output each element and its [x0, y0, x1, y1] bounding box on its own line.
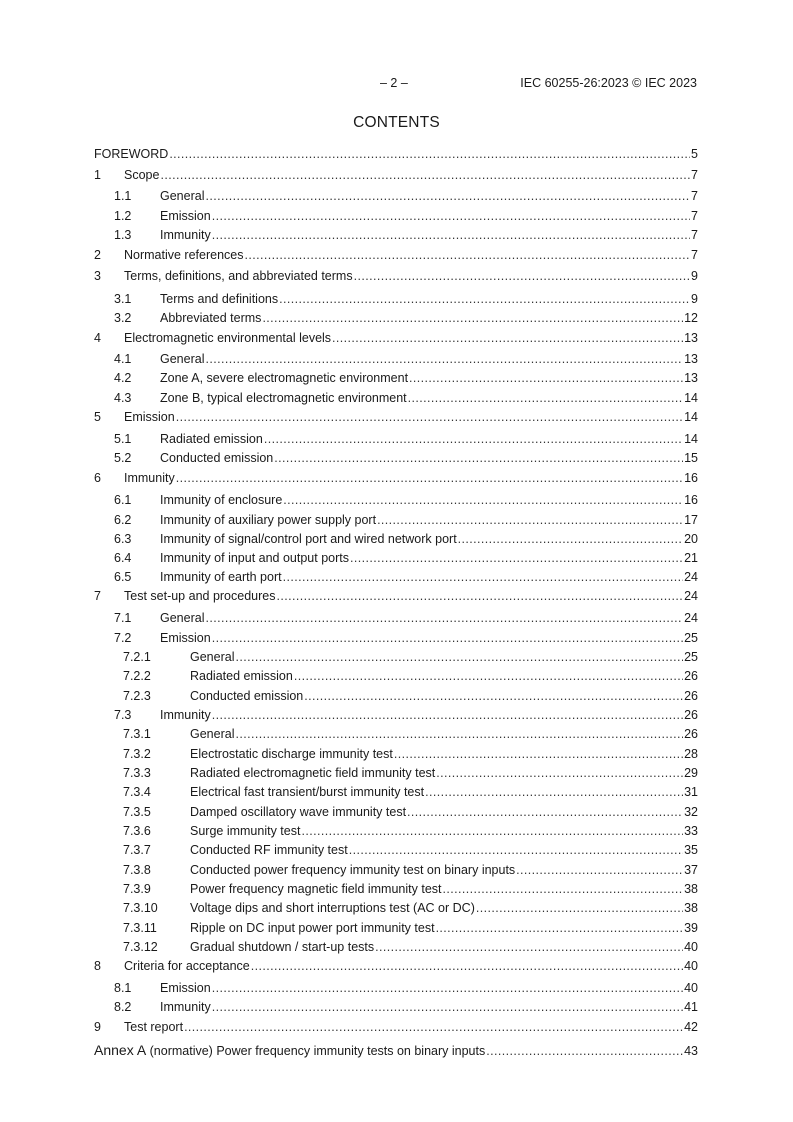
toc-page-number: 7	[691, 248, 698, 262]
toc-page-number: 40	[684, 959, 698, 973]
toc-entry[interactable]	[94, 550, 698, 566]
toc-section-number: 6.3	[114, 532, 132, 546]
toc-section-title: Emission	[160, 981, 211, 995]
toc-page-number: 28	[684, 747, 698, 761]
toc-section-number: 7.3.12	[123, 940, 158, 954]
toc-entry[interactable]	[94, 610, 698, 626]
toc-section-number: 1.2	[114, 209, 132, 223]
dot-leader	[436, 920, 684, 936]
toc-section-title: Gradual shutdown / start-up tests	[190, 940, 375, 954]
toc-section-number: 7.3.5	[123, 805, 151, 819]
toc-section-number: 7.2.1	[123, 650, 151, 664]
dot-leader	[235, 649, 683, 665]
toc-page-number: 37	[684, 863, 698, 877]
toc-page-number: 14	[684, 391, 698, 405]
dot-leader	[476, 900, 683, 916]
toc-section-number: 7.3.3	[123, 766, 151, 780]
toc-section-number: 7.3	[114, 708, 132, 722]
toc-section-title: Terms and definitions	[160, 292, 279, 306]
document-id: IEC 60255-26:2023 © IEC 2023	[520, 76, 697, 90]
toc-section-number: 6.1	[114, 493, 132, 507]
toc-section-title: Power frequency magnetic field immunity test	[190, 882, 442, 896]
toc-section-number: 7.3.1	[123, 727, 151, 741]
toc-page-number: 5	[691, 147, 698, 161]
toc-entry[interactable]	[94, 310, 698, 326]
toc-entry[interactable]	[94, 999, 698, 1015]
toc-page-number: 7	[691, 189, 698, 203]
toc-section-number: 7.2.3	[123, 689, 151, 703]
dot-leader	[354, 268, 690, 284]
toc-section-number: 7.2	[114, 631, 132, 645]
dot-leader	[294, 668, 683, 684]
dot-leader	[212, 999, 683, 1015]
toc-entry[interactable]	[94, 688, 698, 704]
toc-entry[interactable]	[94, 512, 698, 528]
toc-entry[interactable]	[94, 208, 698, 224]
dot-leader	[304, 688, 683, 704]
dot-leader	[176, 409, 683, 425]
toc-section-number: 4.3	[114, 391, 132, 405]
toc-section-number: 7.3.7	[123, 843, 151, 857]
toc-section-title: Immunity	[160, 708, 211, 722]
toc-section-title: Zone B, typical electromagnetic environment	[160, 391, 407, 405]
toc-section-title: Emission	[160, 209, 211, 223]
toc-entry[interactable]	[94, 842, 698, 858]
dot-leader	[212, 630, 683, 646]
toc-entry[interactable]	[94, 920, 698, 936]
toc-entry[interactable]	[94, 707, 698, 723]
dot-leader	[443, 881, 684, 897]
toc-section-title: Immunity	[160, 1000, 211, 1014]
dot-leader	[274, 450, 683, 466]
toc-entry[interactable]	[94, 862, 698, 878]
toc-section-title: Conducted power frequency immunity test on binary inputs	[190, 863, 516, 877]
toc-section-title: Conducted emission	[190, 689, 304, 703]
toc-section-title: General	[190, 727, 235, 741]
dot-leader	[212, 980, 683, 996]
toc-page-number: 14	[684, 432, 698, 446]
toc-page-number: 26	[684, 689, 698, 703]
dot-leader	[212, 208, 690, 224]
toc-page-number: 26	[684, 708, 698, 722]
toc-section-number: 3.1	[114, 292, 132, 306]
toc-entry[interactable]	[94, 146, 698, 162]
toc-page-number: 33	[684, 824, 698, 838]
toc-section-number: 7.3.4	[123, 785, 151, 799]
dot-leader	[283, 492, 683, 508]
dot-leader	[245, 247, 691, 263]
dot-leader	[394, 746, 683, 762]
toc-entry[interactable]	[94, 227, 698, 243]
dot-leader	[458, 531, 683, 547]
toc-section-number: 1.1	[114, 189, 132, 203]
toc-page-number: 24	[684, 611, 698, 625]
toc-section-title: Test set-up and procedures	[124, 589, 276, 603]
toc-section-title: General	[160, 189, 205, 203]
dot-leader	[184, 1019, 683, 1035]
toc-section-number: 7.3.8	[123, 863, 151, 877]
dot-leader	[279, 291, 690, 307]
dot-leader	[276, 588, 683, 604]
toc-page-number: 24	[684, 589, 698, 603]
toc-entry[interactable]	[94, 247, 698, 263]
toc-entry[interactable]	[94, 188, 698, 204]
toc-entry[interactable]	[94, 649, 698, 665]
toc-entry[interactable]	[94, 351, 698, 367]
toc-entry[interactable]	[94, 980, 698, 996]
toc-section-number: 6.5	[114, 570, 132, 584]
toc-page-number: 15	[684, 451, 698, 465]
toc-page-number: 39	[684, 921, 698, 935]
toc-entry[interactable]	[94, 939, 698, 955]
toc-page-number: 26	[684, 727, 698, 741]
toc-section-title: Abbreviated terms	[160, 311, 262, 325]
dot-leader	[301, 823, 683, 839]
toc-section-number: 9	[94, 1020, 101, 1034]
toc-section-title: General	[160, 611, 205, 625]
toc-section-title: Immunity	[124, 471, 175, 485]
toc-entry[interactable]	[94, 450, 698, 466]
dot-leader	[409, 370, 683, 386]
dot-leader	[350, 550, 683, 566]
toc-page-number: 7	[691, 228, 698, 242]
toc-page-number: 13	[684, 352, 698, 366]
toc-section-number: 6.2	[114, 513, 132, 527]
toc-entry[interactable]	[94, 958, 698, 974]
dot-leader	[264, 431, 683, 447]
toc-entry[interactable]	[94, 409, 698, 425]
toc-section-number: 3	[94, 269, 101, 283]
dot-leader	[436, 765, 683, 781]
dot-leader	[262, 310, 683, 326]
toc-entry[interactable]	[94, 804, 698, 820]
dot-leader	[205, 188, 690, 204]
toc-entry[interactable]	[94, 390, 698, 406]
dot-leader	[425, 784, 683, 800]
toc-section-number: 7.3.10	[123, 901, 158, 915]
toc-page-number: 35	[684, 843, 698, 857]
toc-entry-annex-a[interactable]	[94, 1042, 698, 1058]
toc-section-title: Immunity	[160, 228, 211, 242]
toc-section-title: Radiated emission	[190, 669, 293, 683]
toc-section-title: Immunity of input and output ports	[160, 551, 349, 565]
toc-entry[interactable]	[94, 370, 698, 386]
toc-entry[interactable]	[94, 900, 698, 916]
toc-entry[interactable]	[94, 470, 698, 486]
toc-section-number: 1.3	[114, 228, 132, 242]
toc-section-number: 2	[94, 248, 101, 262]
toc-section-title: General	[160, 352, 205, 366]
dot-leader	[212, 707, 683, 723]
toc-section-title: Conducted RF immunity test	[190, 843, 348, 857]
toc-section-title: Terms, definitions, and abbreviated terms	[124, 269, 353, 283]
toc-entry[interactable]	[94, 784, 698, 800]
dot-leader	[205, 351, 683, 367]
toc-section-number: 6	[94, 471, 101, 485]
annex-title	[94, 1042, 485, 1059]
toc-section-title: Voltage dips and short interruptions test (AC or DC)	[190, 901, 475, 915]
toc-entry[interactable]	[94, 668, 698, 684]
toc-page-number: 26	[684, 669, 698, 683]
toc-page-number: 29	[684, 766, 698, 780]
dot-leader	[176, 470, 683, 486]
toc-page-number: 41	[684, 1000, 698, 1014]
toc-page-number: 40	[684, 940, 698, 954]
dot-leader	[407, 804, 683, 820]
dot-leader	[349, 842, 683, 858]
toc-section-title: Ripple on DC input power port immunity test	[190, 921, 435, 935]
toc-entry[interactable]	[94, 881, 698, 897]
toc-entry[interactable]	[94, 167, 698, 183]
toc-section-title: Immunity of signal/control port and wired network port	[160, 532, 457, 546]
toc-section-number: 4.1	[114, 352, 132, 366]
dot-leader	[169, 146, 690, 162]
toc-section-number: 8.1	[114, 981, 132, 995]
dot-leader	[212, 227, 690, 243]
toc-page-number: 38	[684, 882, 698, 896]
toc-section-number: 8	[94, 959, 101, 973]
dot-leader	[408, 390, 683, 406]
toc-section-number: 4	[94, 331, 101, 345]
dot-leader	[486, 1043, 683, 1059]
toc-page-number: 21	[684, 551, 698, 565]
toc-entry[interactable]	[94, 823, 698, 839]
toc-section-number: 4.2	[114, 371, 132, 385]
page-number: – 2 –	[380, 76, 408, 90]
toc-section-number: 7.3.9	[123, 882, 151, 896]
toc-page-number: 17	[684, 513, 698, 527]
page-header	[0, 76, 793, 92]
toc-page-number: 9	[691, 269, 698, 283]
dot-leader	[251, 958, 683, 974]
toc-section-title: Scope	[124, 168, 160, 182]
toc-entry[interactable]	[94, 431, 698, 447]
toc-entry[interactable]	[94, 765, 698, 781]
toc-section-number: 7.3.11	[123, 921, 157, 935]
toc-section-title: Test report	[124, 1020, 184, 1034]
toc-page-number: 43	[684, 1044, 698, 1058]
toc-page-number: 13	[684, 371, 698, 385]
dot-leader	[235, 726, 683, 742]
toc-section-number: 8.2	[114, 1000, 132, 1014]
toc-entry[interactable]	[94, 726, 698, 742]
toc-page-number: 40	[684, 981, 698, 995]
toc-page-number: 25	[684, 631, 698, 645]
toc-page-number: 42	[684, 1020, 698, 1034]
annex-lead: Annex A	[94, 1042, 147, 1058]
toc-section-number: 6.4	[114, 551, 132, 565]
toc-section-number: 5.1	[114, 432, 132, 446]
toc-section-title: Criteria for acceptance	[124, 959, 250, 973]
toc-page-number: 13	[684, 331, 698, 345]
toc-section-title: Immunity of enclosure	[160, 493, 283, 507]
annex-qualifier: (normative)	[149, 1044, 213, 1058]
toc-page-number: 7	[691, 209, 698, 223]
toc-section-title: Electromagnetic environmental levels	[124, 331, 332, 345]
toc-section-number: 7.2.2	[123, 669, 151, 683]
toc-entry[interactable]	[94, 492, 698, 508]
toc-section-title: Electrostatic discharge immunity test	[190, 747, 393, 761]
toc-page-number: 16	[684, 493, 698, 507]
toc-section-title: Emission	[124, 410, 175, 424]
toc-page-number: 16	[684, 471, 698, 485]
toc-section-number: 7	[94, 589, 101, 603]
toc-section-number: 5	[94, 410, 101, 424]
toc-entry[interactable]	[94, 588, 698, 604]
toc-page-number: 32	[684, 805, 698, 819]
toc-page-number: 38	[684, 901, 698, 915]
toc-entry[interactable]	[94, 1019, 698, 1035]
toc-section-number: 7.1	[114, 611, 132, 625]
toc-page-number: 7	[691, 168, 698, 182]
toc-page-number: 31	[684, 785, 698, 799]
dot-leader	[283, 569, 684, 585]
toc-entry[interactable]	[94, 746, 698, 762]
toc-section-number: 1	[94, 168, 101, 182]
toc-entry[interactable]	[94, 268, 698, 284]
toc-section-title: Radiated electromagnetic field immunity test	[190, 766, 436, 780]
toc-entry[interactable]	[94, 531, 698, 547]
toc-section-number: 5.2	[114, 451, 132, 465]
toc-section-title: Radiated emission	[160, 432, 263, 446]
toc-section-title: Emission	[160, 631, 211, 645]
toc-section-title: Surge immunity test	[190, 824, 301, 838]
toc-page-number: 9	[691, 292, 698, 306]
toc-page-number: 24	[684, 570, 698, 584]
page-title: CONTENTS	[353, 114, 440, 131]
toc-page-number: 20	[684, 532, 698, 546]
dot-leader	[205, 610, 683, 626]
toc-section-title: Electrical fast transient/burst immunity test	[190, 785, 425, 799]
dot-leader	[377, 512, 683, 528]
dot-leader	[332, 330, 683, 346]
toc-entry[interactable]	[94, 330, 698, 346]
annex-label: Power frequency immunity tests on binary inputs	[216, 1044, 486, 1058]
toc-section-title: General	[190, 650, 235, 664]
toc-section-title: Zone A, severe electromagnetic environment	[160, 371, 409, 385]
toc-section-number: 3.2	[114, 311, 132, 325]
toc-page-number: 14	[684, 410, 698, 424]
toc-section-title: Normative references	[124, 248, 244, 262]
toc-section-title: Damped oscillatory wave immunity test	[190, 805, 407, 819]
toc-page-number: 12	[684, 311, 698, 325]
dot-leader	[160, 167, 690, 183]
dot-leader	[375, 939, 683, 955]
toc-entry[interactable]	[94, 569, 698, 585]
toc-section-number: 7.3.2	[123, 747, 151, 761]
dot-leader	[516, 862, 683, 878]
toc-section-title: FOREWORD	[94, 147, 169, 161]
toc-entry[interactable]	[94, 291, 698, 307]
toc-entry[interactable]	[94, 630, 698, 646]
toc-section-title: Immunity of auxiliary power supply port	[160, 513, 377, 527]
toc-section-title: Conducted emission	[160, 451, 274, 465]
toc-section-number: 7.3.6	[123, 824, 151, 838]
toc-section-title: Immunity of earth port	[160, 570, 282, 584]
toc-page-number: 25	[684, 650, 698, 664]
